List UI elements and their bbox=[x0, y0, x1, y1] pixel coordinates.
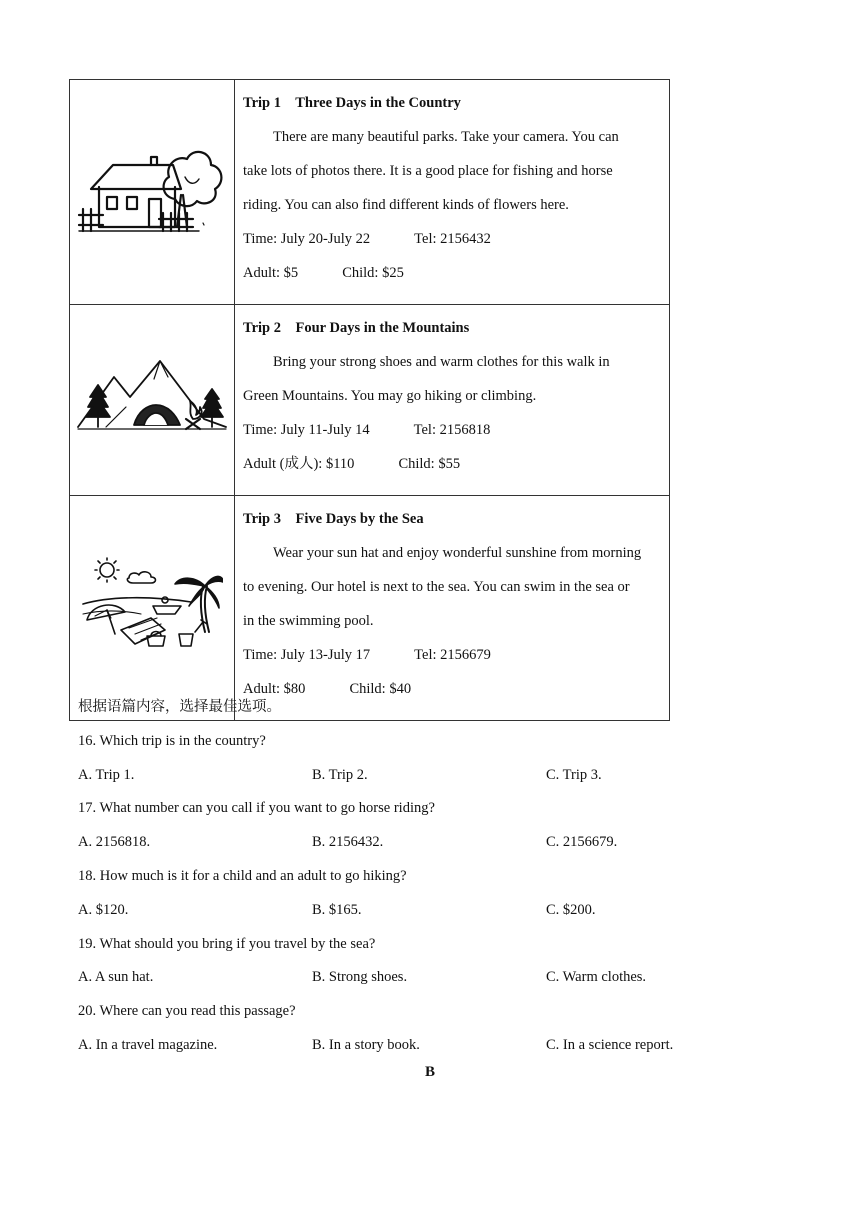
child-price: Child: $40 bbox=[349, 681, 412, 697]
options-17 bbox=[78, 826, 778, 860]
trip-title: Trip 1 Three Days in the Country bbox=[243, 95, 461, 111]
question-20: 20. Where can you read this passage? bbox=[78, 1003, 296, 1020]
adult-price: Adult: $80 bbox=[243, 681, 306, 697]
trip-3-text-cell bbox=[235, 496, 670, 721]
option-b: B. In a story book. bbox=[312, 1036, 420, 1053]
question-19: 19. What should you bring if you travel by the sea? bbox=[78, 935, 376, 952]
option-c: C. 2156679. bbox=[546, 834, 618, 851]
question-18: 18. How much is it for a child and an adult to go hiking? bbox=[78, 867, 407, 884]
option-a: A. Trip 1. bbox=[78, 766, 135, 783]
trips-table bbox=[69, 79, 670, 721]
option-b: B. 2156432. bbox=[312, 834, 384, 851]
trip-title: Trip 3 Five Days by the Sea bbox=[243, 511, 424, 527]
trip-description-line: take lots of photos there. It is a good place for fishing and horse bbox=[243, 163, 613, 179]
option-b: B. Strong shoes. bbox=[312, 969, 408, 986]
trip-prices bbox=[243, 256, 661, 290]
trip-tel: Tel: 2156432 bbox=[414, 231, 491, 247]
trip-tel: Tel: 2156818 bbox=[413, 422, 491, 438]
trip-description-line: to evening. Our hotel is next to the sea. You can swim in the sea or bbox=[243, 579, 630, 595]
beach-drawing-icon bbox=[81, 556, 223, 650]
trip-description-line: There are many beautiful parks. Take your camera. You can bbox=[273, 129, 619, 145]
options-16 bbox=[78, 759, 778, 793]
house-drawing-icon bbox=[77, 139, 227, 235]
question-16: 16. Which trip is in the country? bbox=[78, 732, 266, 749]
trip-1-picture-cell bbox=[70, 80, 235, 305]
trip-description-line: Wear your sun hat and enjoy wonderful sunshine from morning bbox=[273, 545, 642, 561]
options-19 bbox=[78, 961, 778, 995]
trip-row-1 bbox=[70, 80, 670, 305]
trip-row-2 bbox=[70, 305, 670, 496]
option-c: C. In a science report. bbox=[546, 1036, 674, 1053]
option-b: B. $165. bbox=[312, 901, 362, 918]
trip-1-text-cell bbox=[235, 80, 670, 305]
trip-time-tel bbox=[243, 413, 661, 447]
child-price: Child: $55 bbox=[398, 456, 461, 472]
option-c: C. $200. bbox=[546, 901, 596, 918]
mountain-camp-drawing-icon bbox=[76, 357, 228, 433]
option-a: A. $120. bbox=[78, 901, 129, 918]
options-18 bbox=[78, 894, 778, 928]
option-c: C. Warm clothes. bbox=[546, 969, 647, 986]
option-c: C. Trip 3. bbox=[546, 766, 602, 783]
option-a: A. A sun hat. bbox=[78, 969, 154, 986]
trip-time: Time: July 13-July 17 bbox=[243, 647, 371, 663]
trip-description-line: Bring your strong shoes and warm clothes for this walk in bbox=[273, 354, 610, 370]
options-20 bbox=[78, 1029, 778, 1063]
trip-title: Trip 2 Four Days in the Mountains bbox=[243, 320, 470, 336]
trip-2-picture-cell bbox=[70, 305, 235, 496]
trip-row-3 bbox=[70, 496, 670, 721]
trip-description-line: in the swimming pool. bbox=[243, 613, 374, 629]
option-a: A. 2156818. bbox=[78, 834, 151, 851]
adult-price: Adult: $5 bbox=[243, 265, 299, 281]
trip-time-tel bbox=[243, 222, 661, 256]
trip-description-line: riding. You can also find different kinds of flowers here. bbox=[243, 197, 569, 213]
section-label: B bbox=[424, 1064, 435, 1080]
trip-2-text-cell bbox=[235, 305, 670, 496]
trip-tel: Tel: 2156679 bbox=[414, 647, 491, 663]
trip-time: Time: July 11-July 14 bbox=[243, 422, 370, 438]
question-17: 17. What number can you call if you want to go horse riding? bbox=[78, 800, 435, 817]
adult-price: Adult (成人): $110 bbox=[243, 456, 355, 472]
trip-prices bbox=[243, 447, 661, 481]
questions-section bbox=[78, 691, 778, 1063]
trip-time-tel bbox=[243, 638, 661, 672]
option-b: B. Trip 2. bbox=[312, 766, 368, 783]
child-price: Child: $25 bbox=[342, 265, 404, 281]
option-a: A. In a travel magazine. bbox=[78, 1036, 218, 1053]
trip-time: Time: July 20-July 22 bbox=[243, 231, 371, 247]
trip-3-picture-cell bbox=[70, 496, 235, 721]
trip-description-line: Green Mountains. You may go hiking or climbing. bbox=[243, 388, 537, 404]
instruction: 根据语篇内容，选择最佳选项。 bbox=[78, 699, 281, 715]
